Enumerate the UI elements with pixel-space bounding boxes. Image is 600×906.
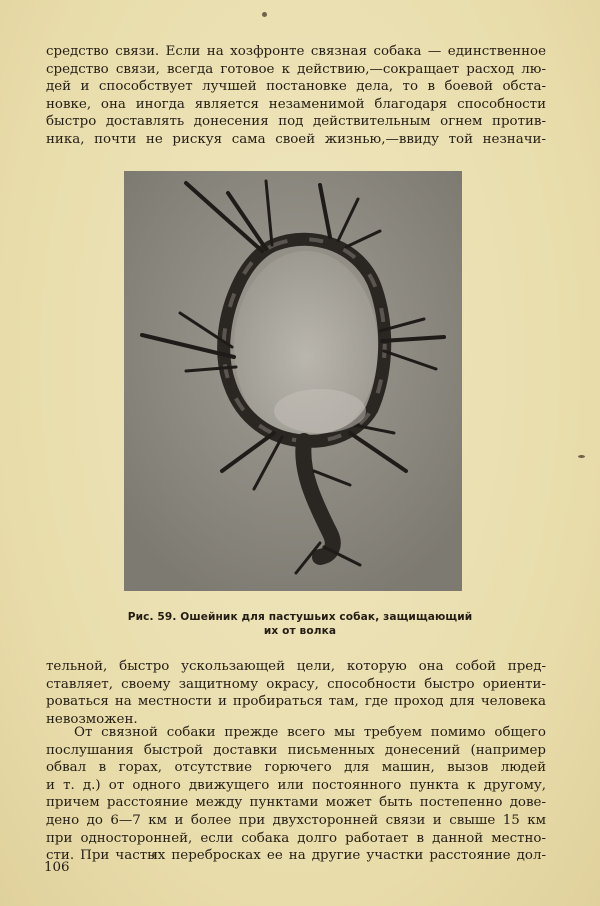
text-line: дено до 6—7 км и более при двухсторонней связи и свыше 15 км — [46, 812, 546, 828]
paragraph-top — [46, 43, 546, 149]
text-line: причем расстояние между пунктами может быть постепенно дове- — [46, 795, 546, 811]
text-line: и т. д.) от одного движущего или постоянного пункта к другому, — [46, 777, 546, 793]
text-line: ставляет, своему защитному окрасу, способности быстро ориенти- — [46, 676, 546, 692]
ink-speck — [578, 455, 585, 458]
text-line: дей и способствует лучшей постановке дела, то в боевой обста- — [46, 79, 546, 95]
paragraph-bottom — [46, 724, 546, 865]
text-line: быстро доставлять донесения под действительным огнем против- — [46, 114, 546, 130]
paragraph-middle — [46, 658, 546, 728]
text-line: обвал в горах, отсутствие горючего для машин, вызов людей — [46, 760, 546, 776]
ink-speck — [262, 12, 267, 17]
text-line: при односторонней, если собака долго работает в данной местно- — [46, 830, 546, 846]
caption-line: их от волка — [263, 625, 337, 637]
spiked-collar-image — [124, 171, 462, 591]
text-line: послушания быстрой доставки письменных донесений (например — [46, 742, 546, 758]
text-line: роваться на местности и пробираться там, где проход для человека — [46, 694, 546, 710]
text-line: средство связи, всегда готовое к действию,—сокращает расход лю- — [46, 61, 546, 77]
text-line: сти. При частых перебросках ее на другие участки расстояние дол- — [46, 848, 546, 864]
text-line: тельной, быстро ускользающей цели, которую она собой пред- — [46, 659, 546, 674]
page-number: 106 — [44, 860, 70, 875]
figure-photo-spiked-collar — [124, 171, 462, 591]
text-line: От связной собаки прежде всего мы требуем помимо общего — [74, 725, 546, 740]
figure-caption — [90, 610, 510, 638]
text-line: средство связи. Если на хозфронте связная собака — единственное — [46, 44, 546, 59]
text-line: ника, почти не рискуя сама своей жизнью,—ввиду той незначи- — [46, 131, 546, 147]
text-line: новке, она иногда является незаменимой благодаря способности — [46, 96, 546, 112]
text-line: невозможен. — [46, 711, 138, 727]
caption-line: Рис. 59. Ошейник для пастушьих собак, защищающий — [127, 611, 473, 623]
